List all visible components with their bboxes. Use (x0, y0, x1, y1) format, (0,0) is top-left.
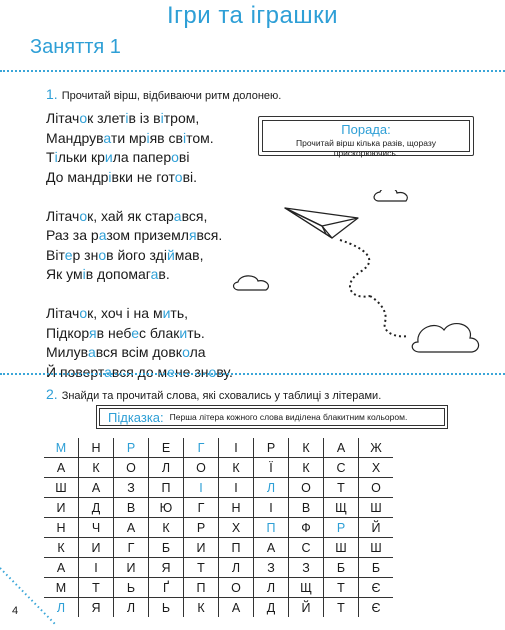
poem-text: Мандрув (46, 129, 104, 146)
grid-cell: И (79, 538, 114, 558)
poem-text: в його зді (106, 246, 167, 263)
poem-text: Як ум (46, 266, 83, 282)
poem-text: Літач (46, 110, 80, 126)
tip-text: Прочитай вірш кілька разів, щоразу прискорюючись. (296, 138, 436, 158)
grid-cell: Ь (149, 598, 184, 618)
grid-cell: О (219, 578, 254, 598)
stressed-vowel: и (104, 149, 113, 165)
task-1-number: 1. (46, 86, 58, 102)
stressed-vowel: я (188, 227, 197, 243)
grid-cell: Щ (289, 578, 324, 598)
hint-title: Підказка: (108, 409, 164, 425)
grid-row (44, 458, 393, 478)
stressed-vowel: а (98, 227, 107, 243)
stressed-vowel: а (150, 266, 159, 282)
poem-text: вки не гот (111, 168, 175, 185)
grid-cell: С (324, 458, 359, 478)
poem-text: вся, (181, 207, 208, 224)
poem-text: Літач (46, 305, 80, 321)
grid-cell: А (114, 518, 149, 538)
poem-stanza (46, 304, 233, 382)
poem-line (46, 109, 233, 129)
hint-box (96, 405, 448, 429)
grid-cell: К (44, 538, 79, 558)
stressed-vowel: и (179, 324, 188, 341)
grid-cell: Д (254, 598, 289, 618)
poem-text: До мандр (46, 168, 109, 185)
stressed-vowel: о (174, 168, 183, 185)
poem-text: мав, (174, 246, 204, 263)
grid-cell: Н (219, 498, 254, 518)
grid-cell: А (44, 558, 79, 578)
grid-cell: Х (359, 458, 394, 478)
grid-cell: Ґ (149, 578, 184, 598)
grid-cell: Л (254, 578, 289, 598)
grid-cell: Ж (359, 438, 394, 458)
grid-cell: К (219, 458, 254, 478)
stressed-vowel: і (108, 168, 112, 185)
poem-text: Літач (46, 207, 80, 224)
grid-cell: З (254, 558, 289, 578)
poem (46, 109, 233, 382)
grid-cell: Т (79, 578, 114, 598)
grid-row (44, 518, 393, 538)
grid-cell: Б (359, 558, 394, 578)
poem-text: Раз за р (46, 227, 99, 243)
poem-line (46, 226, 233, 246)
hint-text: Перша літера кожного слова виділена блакитним кольором. (169, 412, 408, 422)
stressed-vowel: й (166, 246, 175, 263)
grid-cell: Ю (149, 498, 184, 518)
lesson-heading: Заняття 1 (30, 36, 121, 58)
poem-text: яв св (149, 129, 183, 146)
stressed-vowel: і (54, 149, 58, 165)
poem-stanza (46, 109, 233, 187)
task-2-number: 2. (46, 386, 58, 402)
grid-cell: Ч (79, 518, 114, 538)
task-2-instruction (46, 386, 381, 402)
grid-cell-first-letter: І (184, 478, 219, 498)
stressed-vowel: о (182, 344, 190, 360)
grid-cell: Н (79, 438, 114, 458)
grid-cell: І (219, 478, 254, 498)
grid-cell: Б (324, 558, 359, 578)
stressed-vowel: і (160, 110, 164, 126)
stressed-vowel: и (162, 305, 171, 321)
tip-box (258, 116, 474, 156)
grid-cell: А (324, 438, 359, 458)
grid-cell: Г (184, 498, 219, 518)
grid-cell: Є (359, 598, 394, 618)
poem-text: льки кр (57, 149, 105, 165)
grid-cell: Щ (324, 498, 359, 518)
stressed-vowel: е (64, 246, 73, 263)
stressed-vowel: е (167, 363, 175, 380)
poem-text: в неб (96, 324, 132, 341)
poem-line (46, 148, 233, 168)
grid-cell: Я (79, 598, 114, 618)
poem-line (46, 168, 233, 188)
poem-text: ть, (170, 305, 189, 321)
task-1-text: Прочитай вірш, відбиваючи ритм долонею. (61, 90, 282, 102)
grid-cell: Л (114, 598, 149, 618)
poem-text: в допомаг (85, 266, 151, 282)
page-title: Ігри та іграшки (166, 2, 339, 29)
stressed-vowel: а (173, 207, 182, 224)
grid-cell: Ь (114, 578, 149, 598)
poem-text: к, хай як стар (87, 207, 174, 224)
grid-cell: П (149, 478, 184, 498)
poem-line (46, 207, 233, 227)
poem-line (46, 343, 233, 363)
poem-line (46, 265, 233, 285)
grid-cell: А (219, 598, 254, 618)
poem-text: ла папер (112, 149, 172, 165)
stressed-vowel: а (87, 344, 96, 360)
grid-cell: Р (254, 438, 289, 458)
grid-cell: Ф (289, 518, 324, 538)
poem-text: вся. (196, 227, 223, 243)
task-1-instruction (46, 86, 281, 102)
grid-row (44, 478, 393, 498)
grid-cell: Е (149, 438, 184, 458)
stressed-vowel: і (182, 129, 187, 146)
letter-grid (44, 438, 393, 617)
page-number: 4 (12, 605, 19, 617)
poem-text: Підкор (46, 324, 90, 341)
grid-cell: Х (219, 518, 254, 538)
poem-text: ть. (187, 324, 205, 341)
grid-cell-first-letter: Л (254, 478, 289, 498)
grid-cell: К (289, 438, 324, 458)
grid-row (44, 598, 393, 618)
grid-cell: Ш (324, 538, 359, 558)
poem-text: в. (158, 266, 170, 282)
poem-text: Т (46, 149, 55, 165)
section-divider-2 (0, 373, 505, 375)
grid-cell-first-letter: Г (184, 438, 219, 458)
poem-line (46, 129, 233, 149)
poem-text: с блак (139, 324, 180, 341)
grid-cell: И (44, 498, 79, 518)
poem-stanza (46, 207, 233, 285)
grid-cell: З (114, 478, 149, 498)
grid-cell: В (289, 498, 324, 518)
poem-line (46, 324, 233, 344)
stressed-vowel: і (125, 110, 129, 126)
grid-cell-first-letter: М (44, 438, 79, 458)
grid-cell: Ш (359, 498, 394, 518)
grid-cell: Т (324, 598, 359, 618)
grid-cell: Ї (254, 458, 289, 478)
grid-cell: М (44, 578, 79, 598)
poem-text: р зн (72, 246, 99, 263)
poem-text: Віт (46, 246, 65, 263)
grid-cell: К (79, 458, 114, 478)
grid-cell: А (79, 478, 114, 498)
poem-text: зом приземл (106, 227, 189, 243)
grid-cell: О (184, 458, 219, 478)
stressed-vowel: і (82, 266, 86, 282)
grid-row (44, 498, 393, 518)
stressed-vowel: о (98, 246, 107, 263)
grid-cell-first-letter: Л (44, 598, 79, 618)
grid-cell: Л (149, 458, 184, 478)
stressed-vowel: а (104, 363, 112, 380)
poem-text: ві (178, 149, 190, 165)
grid-cell: І (79, 558, 114, 578)
grid-cell: П (219, 538, 254, 558)
grid-cell: І (219, 438, 254, 458)
grid-cell: Т (184, 558, 219, 578)
poem-text: Милув (46, 344, 88, 360)
poem-text: ві. (182, 168, 197, 185)
section-divider (0, 70, 505, 72)
grid-cell: Ш (359, 538, 394, 558)
grid-cell: І (254, 498, 289, 518)
grid-cell: К (149, 518, 184, 538)
poem-text: в із в (128, 110, 161, 126)
poem-text: Й поверт (46, 363, 105, 380)
grid-cell: К (184, 598, 219, 618)
grid-row (44, 558, 393, 578)
grid-cell-first-letter: П (254, 518, 289, 538)
grid-cell: Р (184, 518, 219, 538)
grid-cell: З (289, 558, 324, 578)
grid-cell-first-letter: Р (324, 518, 359, 538)
poem-line (46, 304, 233, 324)
stressed-vowel: і (146, 129, 150, 146)
stressed-vowel: о (79, 207, 88, 224)
paper-plane-illustration (230, 190, 505, 370)
grid-cell: Н (44, 518, 79, 538)
poem-text: вся до м (111, 363, 168, 380)
stressed-vowel: а (103, 129, 111, 146)
grid-cell: В (114, 498, 149, 518)
grid-cell-first-letter: Р (114, 438, 149, 458)
grid-cell: О (114, 458, 149, 478)
grid-cell: К (289, 458, 324, 478)
stressed-vowel: о (79, 110, 88, 126)
grid-cell: Ш (44, 478, 79, 498)
grid-cell: И (114, 558, 149, 578)
poem-text: том. (186, 129, 214, 146)
grid-cell: И (184, 538, 219, 558)
grid-cell: А (254, 538, 289, 558)
grid-cell: Д (79, 498, 114, 518)
grid-cell: С (289, 538, 324, 558)
poem-text: тром, (163, 110, 200, 126)
grid-cell: Л (219, 558, 254, 578)
stressed-vowel: о (79, 305, 88, 321)
grid-cell: Я (149, 558, 184, 578)
grid-cell: Й (359, 518, 394, 538)
grid-cell: Й (289, 598, 324, 618)
grid-row (44, 578, 393, 598)
tip-title: Порада: (341, 122, 391, 137)
stressed-vowel: о (171, 149, 179, 165)
task-2-text: Знайди та прочитай слова, які сховались у таблиці з літерами. (61, 390, 382, 402)
grid-row (44, 538, 393, 558)
stressed-vowel: е (131, 324, 139, 341)
grid-cell: Є (359, 578, 394, 598)
grid-cell: Б (149, 538, 184, 558)
grid-cell: П (184, 578, 219, 598)
poem-text: к, хоч і на м (87, 305, 163, 321)
grid-cell: А (44, 458, 79, 478)
grid-row (44, 438, 393, 458)
grid-cell: Т (324, 478, 359, 498)
corner-decoration (0, 560, 60, 630)
poem-text: вся всім довк (95, 344, 183, 360)
poem-line (46, 246, 233, 266)
grid-cell: Т (324, 578, 359, 598)
grid-cell: О (359, 478, 394, 498)
poem-text: ла (189, 344, 206, 360)
poem-text: ти мр (110, 129, 147, 146)
grid-cell: О (289, 478, 324, 498)
grid-cell: Г (114, 538, 149, 558)
stressed-vowel: я (89, 324, 97, 341)
stressed-vowel: о (208, 363, 217, 380)
poem-text: ву. (216, 363, 233, 380)
poem-text: не зн (174, 363, 209, 380)
poem-text: к злет (87, 110, 126, 126)
